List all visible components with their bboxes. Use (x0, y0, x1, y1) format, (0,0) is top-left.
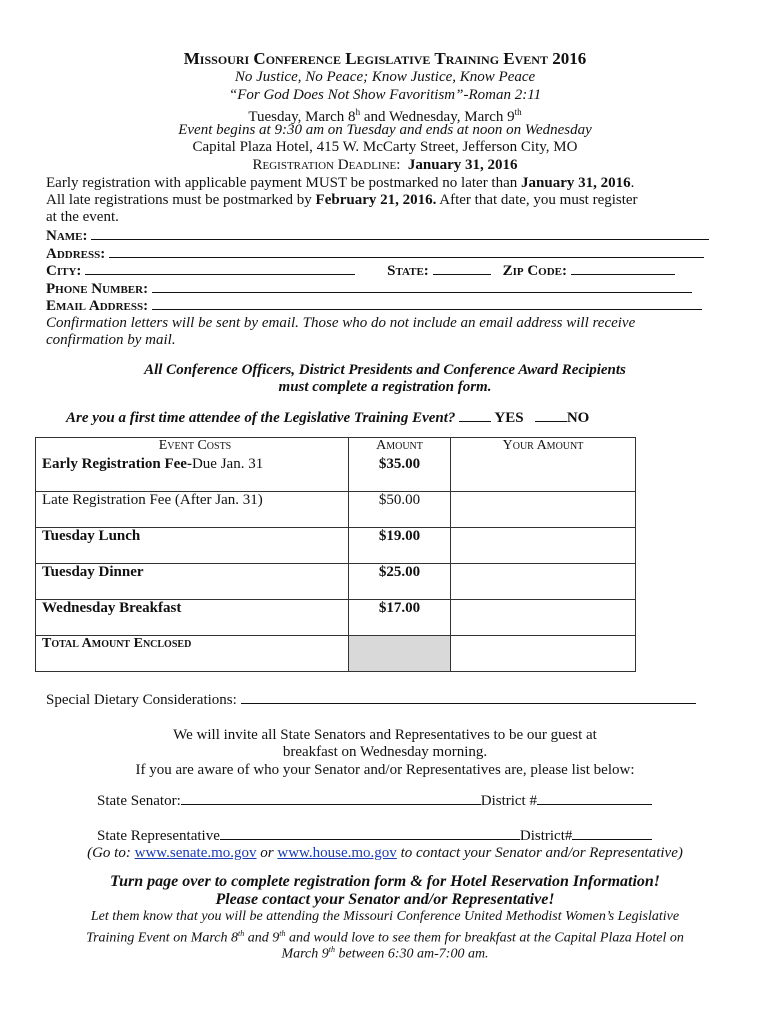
phone-field[interactable]: Phone Number: (46, 279, 692, 298)
page-title: Missouri Conference Legislative Training Event 2016 (183, 49, 587, 68)
scripture: “For God Does Not Show Favoritism”-Roman 2:11 (228, 87, 542, 103)
slogan: No Justice, No Peace; Know Justice, Know Peace (234, 69, 536, 85)
city-state-zip-field[interactable]: City: State: Zip Code: (46, 261, 675, 280)
closing-text: Let them know that you will be attending the Missouri Conference United Methodist Women’s Legislative (90, 909, 680, 924)
header-your-amount: Your Amount (451, 438, 636, 457)
first-time-question: Are you a first time attendee of the Legislative Training Event? YES NO (66, 410, 590, 426)
policy-late: All late registrations must be postmarked by February 21, 2016. After that date, you must register (46, 192, 638, 208)
header-event-costs: Event Costs (36, 438, 349, 457)
event-dates: Tuesday, March 8$^h$ and Wednesday, March 9th (248, 107, 522, 125)
closing-text-2: Training Event on March 8th and 9th and would love to see them for breakfast at the Capital Plaza Hotel on (86, 929, 684, 946)
name-field[interactable]: Name: (46, 226, 709, 245)
invite-text-2: breakfast on Wednesday morning. (282, 744, 488, 760)
dietary-field[interactable]: Special Dietary Considerations: (46, 690, 696, 709)
policy-onsite: at the event. (46, 209, 119, 225)
invite-text-3: If you are aware of who your Senator and/or Representatives are, please list below: (135, 762, 635, 778)
senator-field[interactable]: State Senator: District # (97, 791, 652, 810)
registration-deadline: Registration Deadline: January 31, 2016 (252, 157, 518, 173)
table-header-row (36, 438, 636, 457)
senate-link[interactable]: www.senate.mo.gov (134, 845, 257, 861)
your-amount-input[interactable] (451, 456, 636, 492)
closing-text-3: March 9th between 6:30 am-7:00 am. (281, 945, 489, 962)
your-amount-input[interactable] (451, 564, 636, 600)
total-row: Total Amount Enclosed (36, 636, 636, 672)
yes-blank[interactable] (459, 408, 491, 422)
address-field[interactable]: Address: (46, 244, 704, 263)
table-row: Early Registration Fee-Due Jan. 31 $35.00 (36, 456, 636, 492)
turn-page-notice: Turn page over to complete registration form & for Hotel Reservation Information! (109, 873, 661, 890)
table-row: Late Registration Fee (After Jan. 31) $50.00 (36, 492, 636, 528)
no-blank[interactable] (535, 408, 567, 422)
header-amount: Amount (349, 438, 451, 457)
officers-notice: All Conference Officers, District Presidents and Conference Award Recipients (144, 362, 626, 378)
representative-field[interactable]: State Representative District# (97, 826, 652, 845)
contact-links: (Go to: www.senate.mo.gov or www.house.mo.gov to contact your Senator and/or Representative) (87, 845, 683, 861)
officers-notice-2: must complete a registration form. (278, 379, 492, 395)
house-link[interactable]: www.house.mo.gov (277, 845, 397, 861)
invite-text: We will invite all State Senators and Representatives to be our guest at (173, 727, 597, 743)
table-row: Tuesday Dinner $25.00 (36, 564, 636, 600)
your-amount-input[interactable] (451, 492, 636, 528)
contact-notice: Please contact your Senator and/or Representative! (215, 891, 555, 908)
event-costs-table (35, 437, 636, 672)
your-amount-input[interactable] (451, 600, 636, 636)
confirmation-note-2: confirmation by mail. (46, 332, 176, 348)
event-location: Capital Plaza Hotel, 415 W. McCarty Street, Jefferson City, MO (192, 139, 578, 155)
table-row: Wednesday Breakfast $17.00 (36, 600, 636, 636)
policy-early: Early registration with applicable payment MUST be postmarked no later than January 31, 2016. (46, 175, 635, 191)
table-row: Tuesday Lunch $19.00 (36, 528, 636, 564)
confirmation-note: Confirmation letters will be sent by email. Those who do not include an email address will receive (46, 315, 636, 331)
email-field[interactable]: Email Address: (46, 296, 702, 315)
your-amount-input[interactable] (451, 528, 636, 564)
total-amount-input[interactable] (451, 636, 636, 672)
event-times: Event begins at 9:30 am on Tuesday and ends at noon on Wednesday (178, 122, 592, 138)
